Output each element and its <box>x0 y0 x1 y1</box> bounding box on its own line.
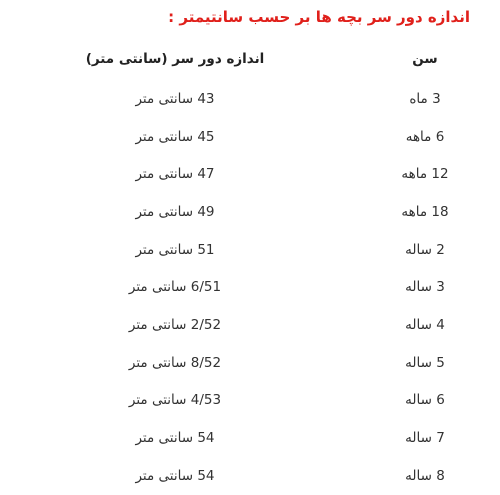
size-cell: 2/52 سانتی متر <box>128 316 222 333</box>
age-cell: 18 ماهه <box>401 203 449 220</box>
size-cell: 54 سانتی متر <box>135 467 215 484</box>
head-circumference-table <box>0 38 500 495</box>
table-header-row <box>0 38 500 80</box>
age-cell: 6 ماهه <box>405 128 445 145</box>
table-row <box>0 306 500 344</box>
table-row <box>0 231 500 269</box>
size-cell: 6/51 سانتی متر <box>128 279 222 296</box>
table-row <box>0 155 500 193</box>
age-cell: 12 ماهه <box>401 166 449 183</box>
size-cell: 43 سانتی متر <box>135 90 215 107</box>
age-cell: 6 ساله <box>405 392 445 409</box>
table-row <box>0 80 500 118</box>
age-cell: 4 ساله <box>405 316 445 333</box>
age-cell: 7 ساله <box>405 430 445 447</box>
table-row <box>0 118 500 156</box>
size-cell: 8/52 سانتی متر <box>128 354 222 371</box>
size-cell: 51 سانتی متر <box>135 241 215 258</box>
size-cell: 47 سانتی متر <box>135 166 215 183</box>
age-cell: 5 ساله <box>405 354 445 371</box>
table-row <box>0 419 500 457</box>
table-row <box>0 344 500 382</box>
table-row <box>0 193 500 231</box>
table-row <box>0 268 500 306</box>
page-title: اندازه دور سر بچه ها بر حسب سانتیمتر : <box>168 8 470 26</box>
size-column-header: اندازه دور سر (سانتی متر) <box>85 51 265 67</box>
age-cell: 3 ساله <box>405 279 445 296</box>
age-cell: 3 ماه <box>409 90 441 107</box>
age-cell: 8 ساله <box>405 467 445 484</box>
age-column-header: سن <box>412 51 438 67</box>
age-cell: 2 ساله <box>405 241 445 258</box>
size-cell: 4/53 سانتی متر <box>128 392 222 409</box>
size-cell: 54 سانتی متر <box>135 430 215 447</box>
table-row <box>0 382 500 420</box>
size-cell: 49 سانتی متر <box>135 203 215 220</box>
size-cell: 45 سانتی متر <box>135 128 215 145</box>
table-row <box>0 457 500 495</box>
